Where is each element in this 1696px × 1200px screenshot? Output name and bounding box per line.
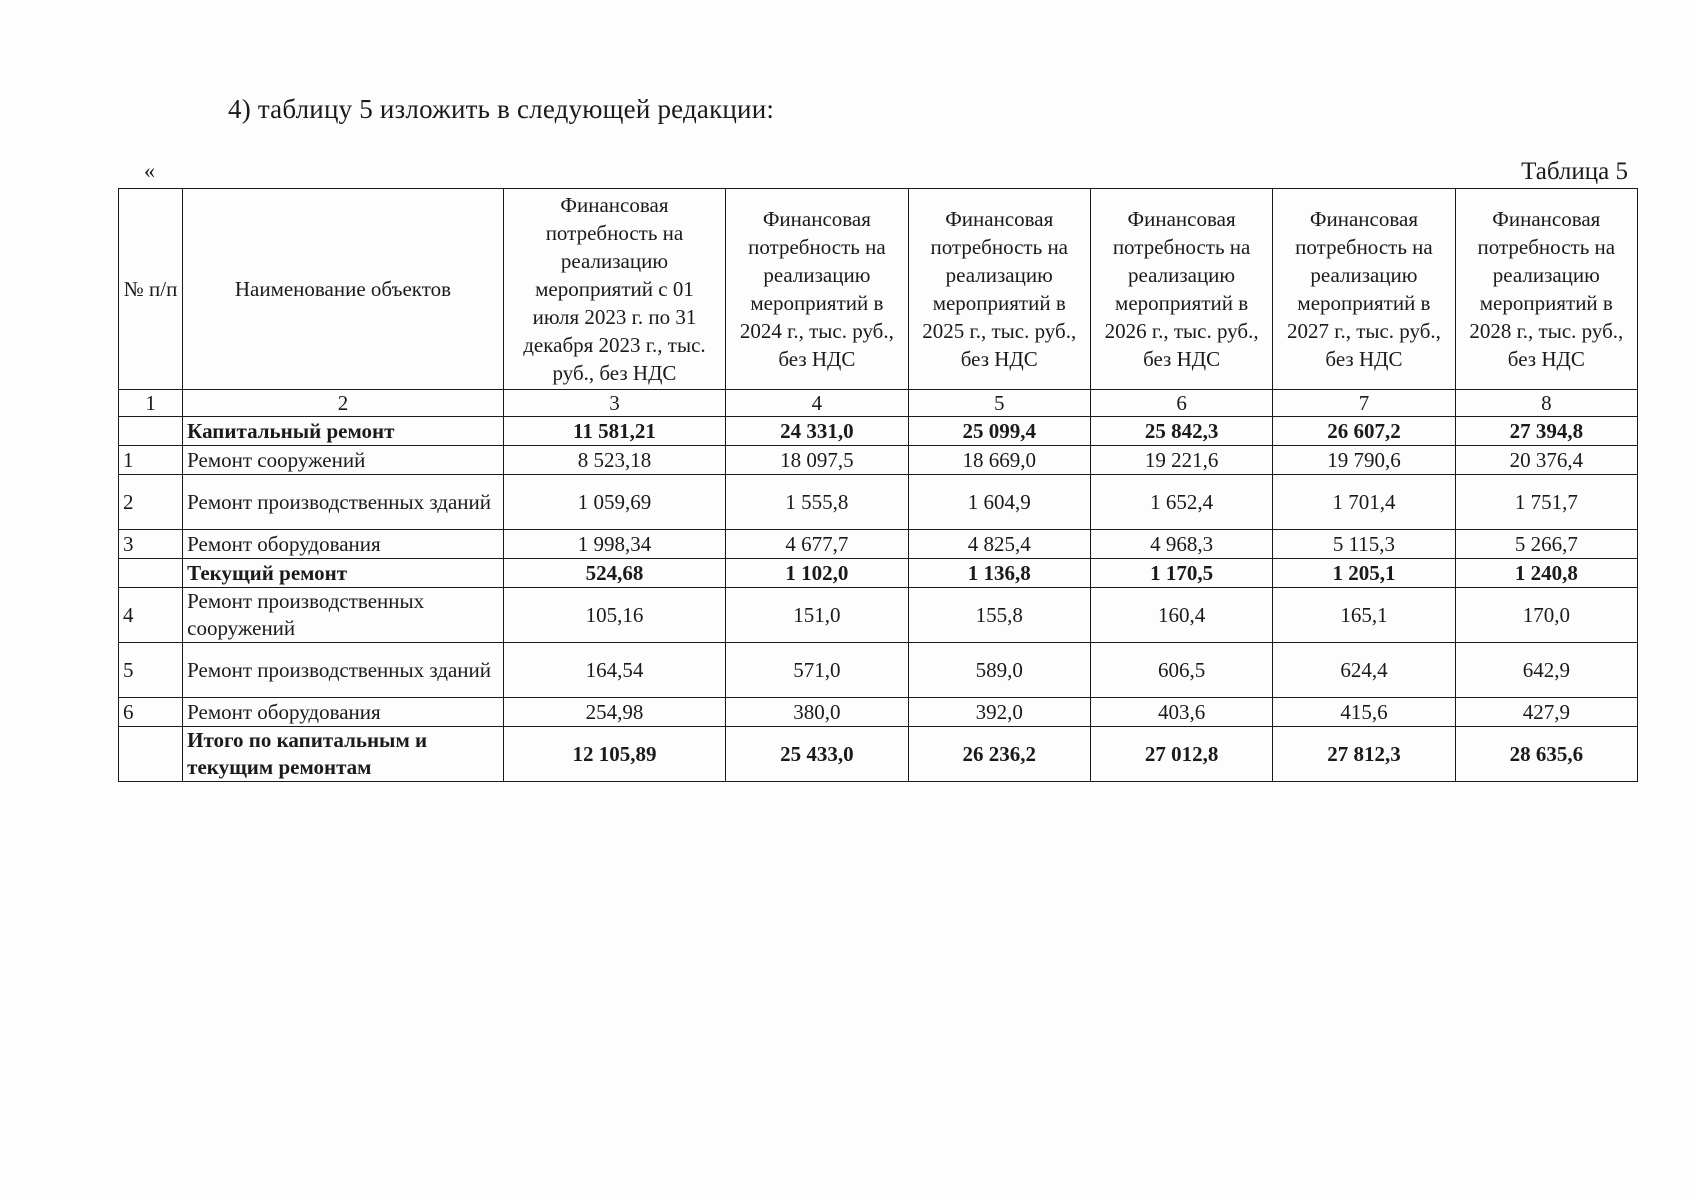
- row-number: [119, 727, 183, 782]
- value-cell: 25 842,3: [1090, 417, 1272, 446]
- header-cell-name: Наименование объектов: [183, 189, 504, 390]
- header-cell-2026: Финансовая потребность на реализацию мероприятий в 2026 г., тыс. руб., без НДС: [1090, 189, 1272, 390]
- value-cell: 642,9: [1455, 643, 1637, 698]
- value-cell: 427,9: [1455, 698, 1637, 727]
- value-cell: 1 102,0: [726, 559, 908, 588]
- column-number: 5: [908, 390, 1090, 417]
- table-row-capital-total: [119, 417, 1638, 446]
- header-cell-2023: Финансовая потребность на реализацию мероприятий с 01 июля 2023 г. по 31 декабря 2023 г., тыс. руб., без НДС: [503, 189, 725, 390]
- value-cell: 403,6: [1090, 698, 1272, 727]
- value-cell: 4 677,7: [726, 530, 908, 559]
- value-cell: 5 115,3: [1273, 530, 1455, 559]
- row-name: Ремонт производственных зданий: [183, 475, 504, 530]
- table-caption: Таблица 5: [1521, 158, 1628, 185]
- header-cell-2024: Финансовая потребность на реализацию мероприятий в 2024 г., тыс. руб., без НДС: [726, 189, 908, 390]
- header-cell-number: № п/п: [119, 189, 183, 390]
- value-cell: 606,5: [1090, 643, 1272, 698]
- value-cell: 1 604,9: [908, 475, 1090, 530]
- value-cell: 25 433,0: [726, 727, 908, 782]
- value-cell: 26 236,2: [908, 727, 1090, 782]
- row-name: Ремонт производственных зданий: [183, 643, 504, 698]
- value-cell: 19 790,6: [1273, 446, 1455, 475]
- table-row-current-total: [119, 559, 1638, 588]
- value-cell: 1 998,34: [503, 530, 725, 559]
- value-cell: 5 266,7: [1455, 530, 1637, 559]
- value-cell: 151,0: [726, 588, 908, 643]
- value-cell: 170,0: [1455, 588, 1637, 643]
- value-cell: 11 581,21: [503, 417, 725, 446]
- row-name: Текущий ремонт: [183, 559, 504, 588]
- value-cell: 1 701,4: [1273, 475, 1455, 530]
- header-cell-2027: Финансовая потребность на реализацию мероприятий в 2027 г., тыс. руб., без НДС: [1273, 189, 1455, 390]
- row-name: Ремонт оборудования: [183, 530, 504, 559]
- value-cell: 8 523,18: [503, 446, 725, 475]
- column-number: 3: [503, 390, 725, 417]
- row-number: 6: [119, 698, 183, 727]
- table-row: [119, 643, 1638, 698]
- value-cell: 571,0: [726, 643, 908, 698]
- row-name: Итого по капитальным и текущим ремонтам: [183, 727, 504, 782]
- table-row: [119, 588, 1638, 643]
- value-cell: 1 240,8: [1455, 559, 1637, 588]
- value-cell: 1 652,4: [1090, 475, 1272, 530]
- value-cell: 4 968,3: [1090, 530, 1272, 559]
- value-cell: 25 099,4: [908, 417, 1090, 446]
- value-cell: 165,1: [1273, 588, 1455, 643]
- value-cell: 1 170,5: [1090, 559, 1272, 588]
- value-cell: 415,6: [1273, 698, 1455, 727]
- value-cell: 19 221,6: [1090, 446, 1272, 475]
- value-cell: 105,16: [503, 588, 725, 643]
- row-number: 1: [119, 446, 183, 475]
- column-number: 8: [1455, 390, 1637, 417]
- value-cell: 18 097,5: [726, 446, 908, 475]
- value-cell: 254,98: [503, 698, 725, 727]
- header-cell-2028: Финансовая потребность на реализацию мероприятий в 2028 г., тыс. руб., без НДС: [1455, 189, 1637, 390]
- value-cell: 26 607,2: [1273, 417, 1455, 446]
- row-number: 5: [119, 643, 183, 698]
- table-row: [119, 698, 1638, 727]
- table-row-grand-total: [119, 727, 1638, 782]
- value-cell: 1 136,8: [908, 559, 1090, 588]
- value-cell: 392,0: [908, 698, 1090, 727]
- value-cell: 27 012,8: [1090, 727, 1272, 782]
- row-name: Ремонт оборудования: [183, 698, 504, 727]
- column-number-row: [119, 390, 1638, 417]
- value-cell: 1 059,69: [503, 475, 725, 530]
- value-cell: 27 394,8: [1455, 417, 1637, 446]
- header-row: [119, 189, 1638, 390]
- row-name: Ремонт производственных сооружений: [183, 588, 504, 643]
- value-cell: 1 751,7: [1455, 475, 1637, 530]
- value-cell: 24 331,0: [726, 417, 908, 446]
- value-cell: 27 812,3: [1273, 727, 1455, 782]
- value-cell: 160,4: [1090, 588, 1272, 643]
- open-quote: «: [144, 158, 155, 183]
- column-number: 2: [183, 390, 504, 417]
- value-cell: 12 105,89: [503, 727, 725, 782]
- row-number: [119, 417, 183, 446]
- value-cell: 589,0: [908, 643, 1090, 698]
- value-cell: 20 376,4: [1455, 446, 1637, 475]
- value-cell: 524,68: [503, 559, 725, 588]
- table-row: [119, 530, 1638, 559]
- row-name: Ремонт сооружений: [183, 446, 504, 475]
- value-cell: 380,0: [726, 698, 908, 727]
- value-cell: 18 669,0: [908, 446, 1090, 475]
- row-number: [119, 559, 183, 588]
- header-cell-2025: Финансовая потребность на реализацию мероприятий в 2025 г., тыс. руб., без НДС: [908, 189, 1090, 390]
- row-number: 2: [119, 475, 183, 530]
- finance-table: [118, 188, 1638, 782]
- value-cell: 155,8: [908, 588, 1090, 643]
- intro-text: 4) таблицу 5 изложить в следующей редакции:: [228, 94, 775, 124]
- row-number: 4: [119, 588, 183, 643]
- table-row: [119, 446, 1638, 475]
- table-row: [119, 475, 1638, 530]
- column-number: 1: [119, 390, 183, 417]
- value-cell: 28 635,6: [1455, 727, 1637, 782]
- row-number: 3: [119, 530, 183, 559]
- column-number: 6: [1090, 390, 1272, 417]
- row-name: Капитальный ремонт: [183, 417, 504, 446]
- value-cell: 4 825,4: [908, 530, 1090, 559]
- value-cell: 1 205,1: [1273, 559, 1455, 588]
- value-cell: 1 555,8: [726, 475, 908, 530]
- column-number: 7: [1273, 390, 1455, 417]
- column-number: 4: [726, 390, 908, 417]
- value-cell: 624,4: [1273, 643, 1455, 698]
- value-cell: 164,54: [503, 643, 725, 698]
